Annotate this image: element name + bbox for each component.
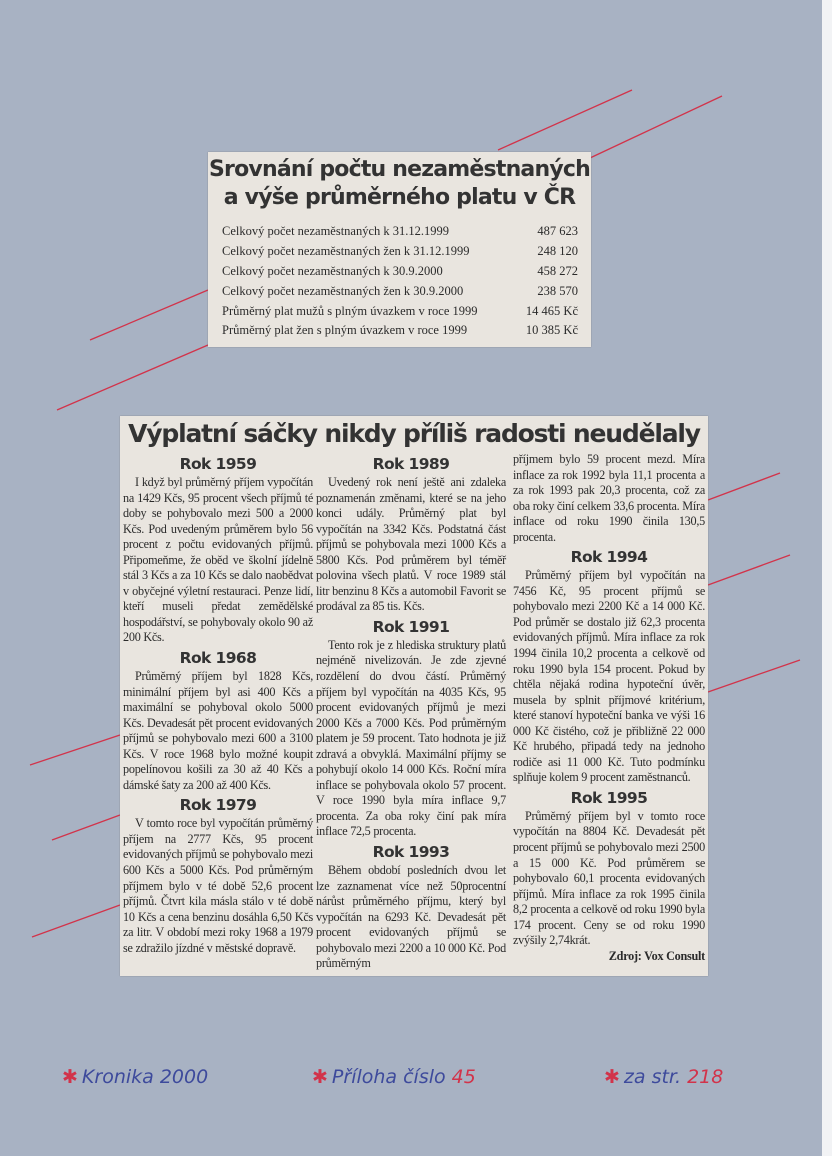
section-text: Uvedený rok není ještě ani zdaleka poznamenán změnami, které se na jeho konci udály. Průměrný plat byl vypočítán na 3342 Kčs. Podstatná část příjmů se pohybovala mezi 1000 Kčs a 5800 Kčs. Pod průměrem byl téměř polovina všech platů. V roce 1989 stál litr benzinu 8 Kčs a automobil Favorit se prodával za 85 tis. Kčs.: [316, 475, 506, 614]
article-title: Výplatní sáčky nikdy příliš radosti neudělaly: [128, 419, 700, 448]
section-text: V tomto roce byl vypočítán průměrný příjem na 2777 Kčs, 95 procent evidovaných příjmů se pohybovalo mezi 600 Kčs a 5000 Kčs. Pod průměrným příjmem bylo v té době 52,6 procent příjmů. Čtvrt kila másla stálo v té době 10 Kčs a cena benzinu dosáhla 6,50 Kčs za litr. V období mezi roky 1968 a 1979 se zdražilo jízdné v městské dopravě.: [123, 816, 313, 955]
table-row: Celkový počet nezaměstnaných k 31.12.1999 487 623: [222, 224, 578, 239]
red-line: [708, 555, 790, 585]
section-heading: Rok 1979: [179, 796, 257, 815]
section-text: Během období posledních dvou let lze zaznamenat více než 50procentní nárůst průměrného příjmu, který byl vypočítán na 6293 Kč. Devadesát pět procent evidovaných příjmů se pohybovalo mezi 2200 a 10 000 Kč. Pod průměrným: [316, 863, 506, 971]
asterisk-icon: ✱: [312, 1066, 328, 1088]
table-row: Celkový počet nezaměstnaných k 30.9.2000 458 272: [222, 263, 578, 278]
red-line: [708, 473, 780, 500]
handwritten-note-page: ✱ za str. 218: [604, 1066, 724, 1088]
section-text: Průměrný příjem byl 1828 Kčs, minimální příjem byl asi 400 Kčs a maximální se pohyboval okolo 5000 Kčs. Devadesát pět procent evidovaných příjmů se pohybovalo mezi 600 a 3100 Kčs. V roce 1968 bylo možné koupit popelínovou košili za 30 až 40 Kčs a dámské šaty za 200 až 400 Kčs.: [123, 669, 313, 792]
section-text: Průměrný příjem byl vypočítán na 7456 Kč, 95 procent příjmů se pohybovalo mezi 2200 Kč a 14 000 Kč. Pod průměr se dostalo již 62,3 procenta evidovaných příjmů. Míra inflace za rok 1994 činila 10,2 procenta a celkově od roku 1990 byla 154 procent. Pokud by chtěla nějaká rodina hypoteční úvěr, musela by splnit příjmové kritérium, které stanoví hypoteční banka ve výši 16 000 Kč čistého, což je přibližně 22 000 Kč hrubého, připadá tedy na jednoho rodiče asi 11 000 Kč. Tuto podmínku splňuje kolem 9 procent zaměstnanců.: [513, 568, 705, 785]
table-row: Průměrný plat mužů s plným úvazkem v roce 1999 14 465 Kč: [222, 303, 578, 318]
red-line: [30, 735, 120, 765]
section-text: I když byl průměrný příjem vypočítán na 1429 Kčs, 95 procent všech příjmů té doby se pohybovalo mezi 500 a 2000 Kčs. Pod uvedeným průměrem bylo 56 procent z počtu evidovaných příjmů. Připomeňme, že oběd ve školní jídelně stál 3 Kčs a za 10 Kčs se dalo naobědvat v obyčejné výletní restauraci. Penze lidí, kteří museli předat zemědělské hospodářství, se pohybovaly okolo 90 až 200 Kčs.: [123, 475, 313, 645]
red-line: [32, 905, 120, 937]
unemployment-table-clipping: [208, 152, 591, 347]
section-text-continued: příjmem bylo 59 procent mezd. Míra inflace za rok 1992 byla 11,1 procenta a za rok 1993 pak 20,3 procenta, což za oba roky činí celkem 33,6 procenta. Míra inflace od roku 1990 činila 130,5 procenta.: [513, 452, 705, 544]
handwritten-note-chronicle: ✱ Kronika 2000: [62, 1066, 209, 1088]
salary-article-clipping: [120, 416, 708, 976]
asterisk-icon: ✱: [604, 1066, 620, 1088]
statistics-table: [222, 222, 578, 341]
table-title: Srovnání počtu nezaměstnaných a výše průměrného platu v ČR: [209, 157, 590, 210]
red-line: [57, 345, 208, 410]
article-source: Zdroj: Vox Consult: [608, 948, 705, 963]
asterisk-icon: ✱: [62, 1066, 78, 1088]
red-line: [708, 660, 800, 692]
article-column-2: [316, 452, 506, 972]
section-heading: Rok 1994: [570, 548, 648, 567]
section-heading: Rok 1989: [372, 455, 450, 473]
section-text: Tento rok je z hlediska struktury platů nejméně nivelizován. Je zde zjevné rozdělení do dvou částí. Průměrný příjem byl vypočítán na 4035 Kčs, 95 procent evidovaných příjmů je mezi 2000 Kčs a 7000 Kčs. Pod průměrným platem je 59 procent. Tato hodnota je již zdravá a obvyklá. Maximální příjmy se pohybují okolo 14 000 Kčs. Roční míra inflace se pohybovala okolo 57 procent. V roce 1990 byla míra inflace 9,7 procenta. Za oba roky činí pak míra inflace 72,5 procenta.: [316, 637, 506, 839]
section-text: Průměrný příjem byl v tomto roce vypočítán na 8804 Kč. Devadesát pět procent příjmů se pohybovalo mezi 2500 a 15 000 Kč. Pod průměrem se pohybovalo 60,1 procenta evidovaných příjmů. Míra inflace za rok 1995 činila 8,2 procenta a celkově od roku 1990 byla 174 procent. Ceny se od roku 1990 zvýšily 2,74krát.: [513, 808, 705, 948]
section-heading: Rok 1968: [179, 649, 257, 668]
table-row: Celkový počet nezaměstnaných žen k 30.9.2000 238 570: [222, 283, 578, 298]
red-line: [90, 290, 208, 340]
article-column-1: [123, 452, 313, 956]
red-line: [52, 815, 120, 840]
red-line: [590, 96, 722, 158]
article-column-3: [513, 452, 705, 964]
section-heading: Rok 1995: [570, 788, 648, 807]
table-row: Průměrný plat žen s plným úvazkem v roce 1999 10 385 Kč: [222, 323, 578, 338]
table-row: Celkový počet nezaměstnaných žen k 31.12.1999 248 120: [222, 244, 578, 259]
section-heading: Rok 1991: [372, 617, 450, 636]
section-heading: Rok 1959: [179, 455, 257, 473]
section-heading: Rok 1993: [372, 843, 450, 862]
handwritten-note-attachment: ✱ Příloha číslo 45: [312, 1066, 476, 1088]
red-line: [498, 90, 632, 150]
